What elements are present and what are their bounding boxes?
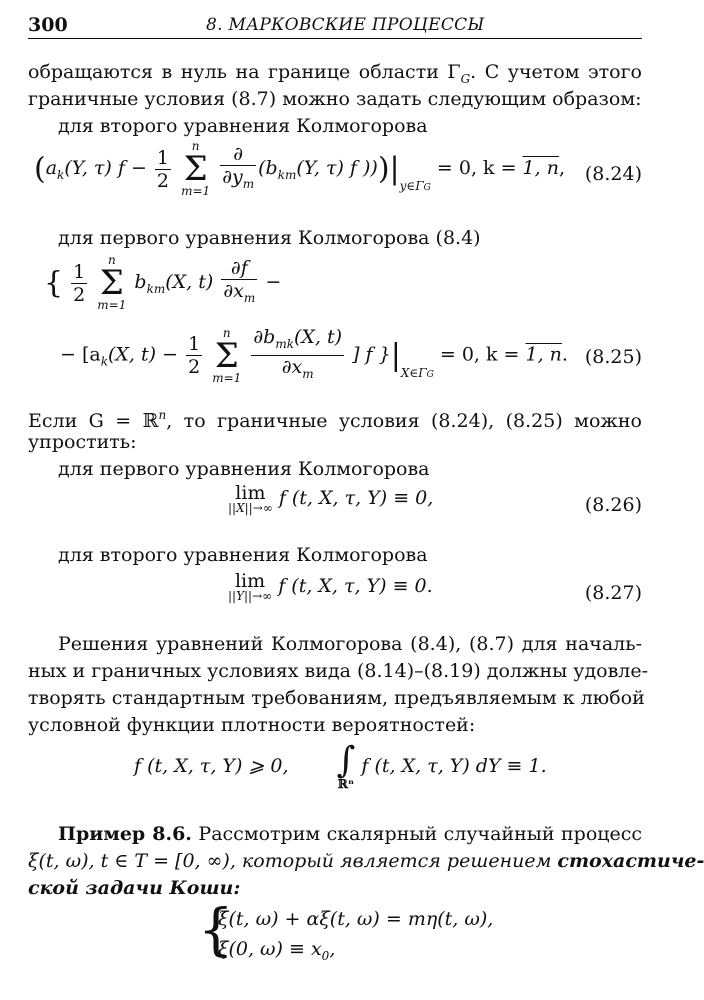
text-line-11: творять стандартным требованиям, предъявляемым к любой <box>28 687 645 709</box>
equation-8-27: lim ||Y||→∞ f (t, X, τ, Y) ≡ 0. <box>228 570 433 603</box>
equation-cauchy-problem: { ξ̇(t, ω) + αξ(t, ω) = mη(t, ω), ξ(0, $\omega) \equiv x_0$, <box>198 904 493 971</box>
equation-8-24: ($a_k(Y$, τ) f − $\frac{1}{2}$ n Σ m=1 $\frac{\partial}{\partial y_m}$ ($b_{km}(Y$, τ) f )))$|_{y\in\Gamma G} = 0$, k = 1, n, <box>34 139 565 198</box>
text-line-4: для первого уравнения Колмогорова (8.4) <box>58 227 481 249</box>
text-line-9: Решения уравнений Колмогорова (8.4), (8.7) для началь- <box>58 633 642 655</box>
equation-8-25-line-1: { $\frac{1}{2}$ n Σ m=1 $b_{km}(X$, t) $\frac{\partial f}{\partial x_m}$ − <box>44 253 282 312</box>
equation-number-8-25: (8.25) <box>584 346 642 368</box>
text-line-8: для второго уравнения Колмогорова <box>58 544 428 566</box>
text-line-5: Если G = ℝ$^n$, то граничные условия (8.24), (8.25) можно <box>28 408 642 432</box>
cauchy-line-2: ξ(0, $\omega) \equiv x_0$, <box>218 938 336 963</box>
equation-density-conditions: f (t, X, τ, Y) ⩾ 0, ∫ ℝⁿ f (t, X, τ, Y) dY ≡ 1. <box>134 740 547 791</box>
example-line-1: Пример 8.6. Рассмотрим скалярный случайный процесс <box>58 823 643 845</box>
example-line-3: ской задачи Коши: <box>28 877 241 899</box>
text-line-2: граничные условия (8.7) можно задать следующим образом: <box>28 88 642 110</box>
page-header <box>28 12 642 39</box>
text-line-7: для первого уравнения Колмогорова <box>58 458 430 480</box>
equation-8-26: lim ||X||→∞ f (t, X, τ, Y) ≡ 0, <box>228 482 434 515</box>
cauchy-line-1: ξ̇(t, ω) + αξ(t, ω) = mη(t, ω), <box>218 908 494 930</box>
example-label: Пример 8.6. <box>58 823 192 845</box>
example-line-2: ξ(t, ω), t ∈ T = [0, ∞), который является решением стохастиче- <box>28 850 704 872</box>
page-number: 300 <box>28 14 68 36</box>
running-head: 8. МАРКОВСКИЕ ПРОЦЕССЫ <box>206 15 485 35</box>
equation-number-8-24: (8.24) <box>584 163 642 185</box>
text-line-3: для второго уравнения Колмогорова <box>58 115 428 137</box>
equation-8-25-line-2: − [$a_k(X$, t) − $\frac{1}{2}$ n Σ m=1 $\frac{\partial b_{mk}(X, t)}{\partial x_m}$ ] f }$|_{X\in\Gamma G} = 0$, k = 1, n. <box>60 325 568 385</box>
equation-number-8-27: (8.27) <box>584 582 642 604</box>
text-line-10: ных и граничных условиях вида (8.14)–(8.19) должны удовле- <box>28 660 649 682</box>
text-line-1: обращаются в нуль на границе области $\Gamma_G$. С учетом этого <box>28 61 642 86</box>
text-line-12: условной функции плотности вероятностей: <box>28 714 476 736</box>
equation-number-8-26: (8.26) <box>584 494 642 516</box>
text-line-6: упростить: <box>28 431 137 453</box>
